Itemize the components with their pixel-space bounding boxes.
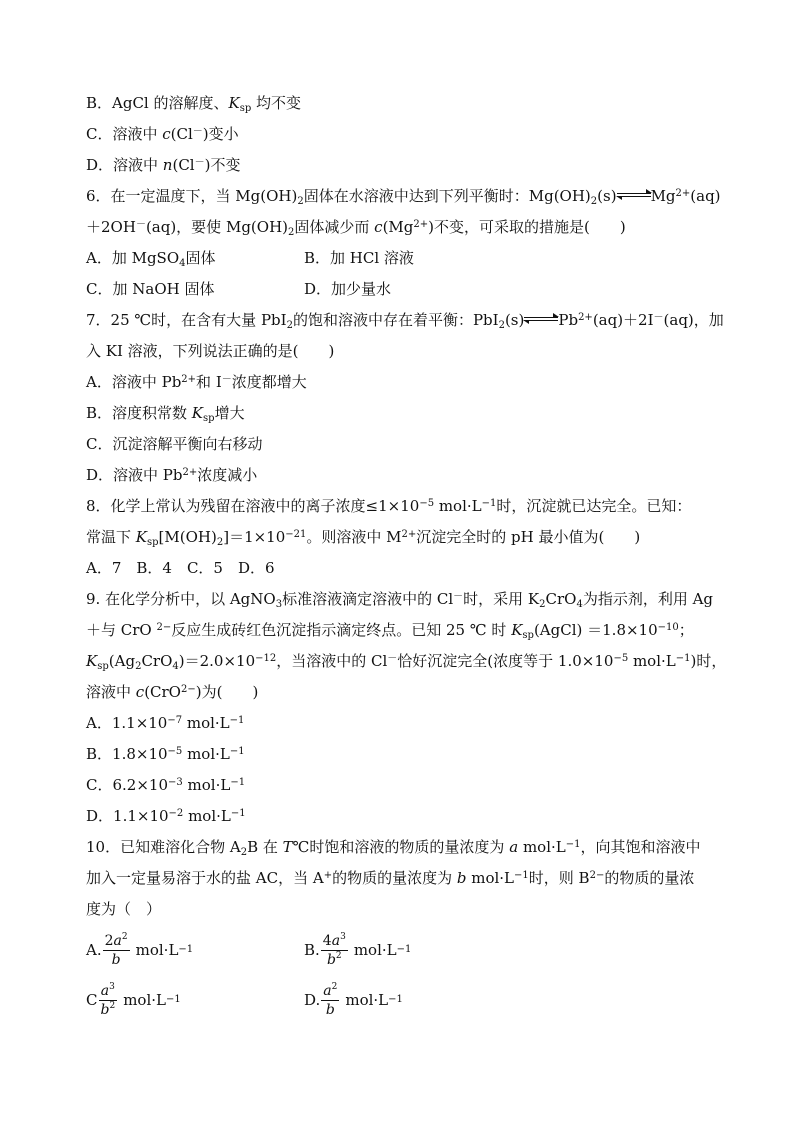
text: [M(OH) [158, 528, 217, 546]
text: 浓度减小 [197, 466, 258, 484]
text: 不变，可采取的措施是( ) [434, 218, 626, 236]
text: (Cl [170, 125, 193, 143]
q10-options-ab [86, 925, 736, 975]
q10-option-b: B. $\frac{4a^3}{b^2}$ mol·L −1 [304, 931, 412, 968]
q6-stem-line1 [86, 181, 736, 212]
q8-stem-line2 [86, 522, 736, 553]
text: 的物质的量浓度为 [332, 869, 457, 887]
ksp-symbol: K [191, 404, 204, 422]
sub: 2 [288, 227, 295, 238]
text: C．溶液中 [86, 125, 163, 143]
q9-option-c [86, 770, 736, 801]
text: (s) [597, 187, 617, 205]
text: ) [428, 218, 434, 236]
sub: 2 [286, 320, 293, 331]
q6-option-c: C．加 NaOH 固体 [86, 280, 215, 298]
text: 溶液中 [86, 683, 136, 701]
q6-option-a [86, 243, 304, 274]
q6-stem-line2: ＋2OH－(aq)，要使 $Mg(OH)_2$固体减少而 $c(Mg^{2+})$不变，可采取的措施是( ) [86, 218, 626, 238]
sub: 3 [275, 599, 283, 610]
var: n [162, 156, 173, 174]
ksp-symbol: K [511, 621, 523, 639]
text: 不变 [210, 156, 241, 174]
text: 时，则 B [528, 869, 590, 887]
sub: sp [203, 413, 215, 424]
q8-options: A．7 B．4 C．5 D．6 [86, 559, 275, 577]
text: A．加 MgSO [86, 249, 180, 267]
sub: 2 [216, 537, 224, 548]
sup: −21 [285, 529, 307, 540]
sup: 3 [340, 931, 346, 942]
text: ； [678, 621, 694, 639]
text: ) [204, 156, 211, 174]
sub: 4 [172, 661, 179, 672]
sup: −5 [613, 653, 629, 664]
numerator: $2a^2$ [104, 931, 128, 949]
sup: −1 [230, 808, 246, 819]
text: (aq) [690, 187, 721, 205]
fraction [98, 982, 117, 1019]
text: 。则溶液中 M [306, 528, 402, 546]
text: (aq)，加 [663, 311, 724, 329]
sup: 3 [109, 981, 115, 992]
sub: 2 [498, 320, 505, 331]
var: a [331, 932, 341, 949]
sub: 2 [240, 847, 248, 858]
text: ，向其饱和溶液中 [580, 838, 701, 856]
q10-stem-line3: 度为（ ） [86, 900, 162, 918]
sup: −10 [657, 622, 679, 633]
text: 增大 [214, 404, 245, 422]
sup: 2+ [578, 312, 593, 323]
sup: −1 [514, 870, 529, 881]
text: ＋2OH [86, 218, 136, 236]
text: D．溶液中 Pb [86, 466, 183, 484]
text: C．6.2×10 [86, 776, 168, 794]
sup: 2 [121, 931, 128, 942]
text: (CrO [144, 683, 181, 701]
text: 均不变 [251, 94, 302, 112]
sup: −1 [230, 777, 246, 788]
text: 恰好沉淀完全(浓度等于 1.0×10 [397, 652, 614, 670]
sup: −5 [419, 498, 435, 509]
text: ) [202, 125, 209, 143]
q5-option-d [86, 150, 736, 181]
var: a [113, 932, 122, 949]
text: ℃时饱和溶液的物质的量浓度为 [292, 838, 510, 856]
text: ＋与 CrO [86, 621, 157, 639]
text: 10．已知难溶化合物 A [86, 838, 241, 856]
var: b [100, 1001, 110, 1018]
text: 7．25 ℃时，在含有大量 PbI [86, 311, 287, 329]
text: Mg [650, 187, 676, 205]
q9-stem-line2 [86, 615, 736, 646]
q6-options-cd [86, 274, 736, 305]
text: 标准溶液滴定溶液中的 Cl [282, 590, 454, 608]
text: mol·L [182, 745, 230, 763]
q7-option-c: C．沉淀溶解平衡向右移动 [86, 435, 263, 453]
sup: － [453, 591, 464, 602]
text: mol·L [123, 991, 166, 1009]
sup: 2 [335, 950, 342, 961]
text: D．1.1×10 [86, 807, 169, 825]
fraction [321, 932, 348, 969]
sup: −5 [167, 746, 183, 757]
sup: － [221, 374, 232, 385]
var: a [323, 982, 332, 999]
text: mol·L [135, 941, 179, 959]
text: 固体减少而 [294, 218, 375, 236]
ksp-symbol: K [86, 652, 98, 670]
q10-stem-line2 [86, 863, 736, 894]
text: (aq)，要使 Mg(OH) [145, 218, 288, 236]
sup: 2+ [401, 529, 417, 540]
sub: 4 [576, 599, 583, 610]
text: mol·L [345, 991, 389, 1009]
q10-stem-line1 [86, 832, 736, 863]
denominator [110, 951, 123, 969]
q6-option-b: B．加 HCl 溶液 [304, 249, 414, 267]
sup: 2+ [675, 188, 691, 199]
q6-option-d: D．加少量水 [304, 280, 392, 298]
sup: － [194, 157, 205, 168]
sup: － [653, 312, 664, 323]
text: A．溶液中 Pb [86, 373, 182, 391]
text: (Ag [108, 652, 136, 670]
sub: 2 [135, 661, 142, 672]
var: a [100, 982, 110, 999]
denominator [98, 1001, 117, 1019]
text: 加入一定量易溶于水的盐 AC，当 A [86, 869, 324, 887]
sup: −1 [481, 498, 497, 509]
fraction [103, 932, 130, 969]
text: 时，沉淀就已达完全。已知： [496, 497, 692, 515]
q9-stem-line1 [86, 584, 736, 615]
exam-page [86, 88, 736, 1025]
var: c [135, 683, 145, 701]
q6-options-ab [86, 243, 736, 274]
text: B 在 [247, 838, 283, 856]
text: (aq)＋2I [592, 311, 654, 329]
q9-option-d [86, 801, 736, 832]
q5-option-c [86, 119, 736, 150]
equilibrium-arrow-icon [617, 190, 651, 200]
text: mol·L [353, 941, 397, 959]
q8-stem-line1 [86, 491, 736, 522]
sub: sp [239, 103, 252, 114]
sub: 2 [590, 196, 598, 207]
var: b [325, 1001, 335, 1018]
sup: −3 [168, 777, 183, 788]
sup: −1 [675, 653, 691, 664]
sup: −1 [229, 715, 245, 726]
text: 的物质的量浓 [604, 869, 695, 887]
text: 变小 [208, 125, 239, 143]
text: 和 I [196, 373, 222, 391]
sub: 4 [179, 258, 186, 269]
fraction [321, 982, 339, 1019]
var: T [282, 838, 293, 856]
text: mol·L [182, 776, 231, 794]
text: mol·L [466, 869, 515, 887]
text: )为( ) [195, 683, 259, 701]
sub: sp [522, 630, 534, 641]
text: A．1.1×10 [86, 714, 168, 732]
text: CrO [141, 652, 173, 670]
q10-option-d: D. $\frac{a^2}{b}$ mol·L −1 [304, 981, 403, 1018]
text: B．AgCl 的溶解度、 [86, 94, 229, 112]
text: mol·L [518, 838, 566, 856]
var: b [456, 869, 467, 887]
q10-option-c: C $\frac{a^3}{b^2}$ mol·L −1 [86, 981, 181, 1018]
text: ]＝1×10 [223, 528, 286, 546]
text: 浓度都增大 [231, 373, 307, 391]
text: Pb [558, 311, 579, 329]
text: 固体 [185, 249, 216, 267]
sup: 2− [156, 622, 172, 633]
q7-option-a [86, 367, 736, 398]
numerator: $4a^3$ [322, 931, 346, 949]
text: 沉淀完全时的 pH 最小值为( ) [416, 528, 641, 546]
var: c [374, 218, 383, 236]
text: 固体在水溶液中达到下列平衡时：Mg(OH) [303, 187, 591, 205]
text: 的饱和溶液中存在着平衡：PbI [292, 311, 499, 329]
sup: － [135, 219, 146, 230]
text: 时，采用 K [463, 590, 540, 608]
q5-option-b [86, 88, 736, 119]
sup: −7 [167, 715, 183, 726]
text: 为指示剂，利用 Ag [582, 590, 714, 608]
text: A. [86, 941, 102, 959]
text: C [86, 991, 98, 1009]
numerator [321, 982, 339, 1001]
q10-option-a: A. $\frac{2a^2}{b}$ mol·L −1 [86, 931, 194, 968]
sup: 2 [109, 1000, 116, 1011]
text: B. [304, 941, 320, 959]
text: 常温下 [86, 528, 136, 546]
text: (Cl [172, 156, 195, 174]
text: D．溶液中 [86, 156, 163, 174]
sup: −2 [168, 808, 184, 819]
text: mol·L [434, 497, 482, 515]
sub: 2 [297, 196, 304, 207]
sup: － [192, 126, 203, 137]
text: D. [304, 991, 321, 1009]
numerator [99, 982, 117, 1001]
q7-stem-line1 [86, 305, 736, 336]
q9-option-b [86, 739, 736, 770]
sup: 2+ [413, 219, 429, 230]
text: B．溶度积常数 [86, 404, 192, 422]
sup: −1 [565, 839, 581, 850]
sup: 2− [589, 870, 605, 881]
text: 反应生成砖红色沉淀指示滴定终点。已知 25 ℃ 时 [171, 621, 512, 639]
text: )＝2.0×10 [178, 652, 256, 670]
q7-option-b [86, 398, 736, 429]
text: mol·L [628, 652, 676, 670]
text: B．1.8×10 [86, 745, 168, 763]
sup: −1 [229, 746, 245, 757]
text: (s) [504, 311, 525, 329]
text: )时， [690, 652, 727, 670]
sup: 2+ [182, 467, 198, 478]
q9-stem-line4 [86, 677, 736, 708]
text: ，当溶液中的 Cl [276, 652, 388, 670]
var: a [509, 838, 519, 856]
sup: 2− [180, 684, 196, 695]
q7-option-d [86, 460, 736, 491]
ksp-symbol: K [228, 94, 240, 112]
sup: － [387, 653, 398, 664]
denominator [324, 1001, 337, 1019]
sup: 2+ [181, 374, 197, 385]
text: 9. 在化学分析中，以 AgNO [86, 590, 276, 608]
text: 6．在一定温度下，当 Mg(OH) [86, 187, 298, 205]
q9-option-a [86, 708, 736, 739]
sub: sp [97, 661, 109, 672]
ksp-symbol: K [135, 528, 147, 546]
sub: sp [147, 537, 159, 548]
denominator [325, 951, 344, 969]
q10-options-cd [86, 975, 736, 1025]
text: CrO [545, 590, 577, 608]
text: (AgCl) ＝1.8×10 [533, 621, 658, 639]
var: c [162, 125, 171, 143]
q9-stem-line3 [86, 646, 736, 677]
equilibrium-arrow-icon [524, 314, 558, 324]
sup: 2 [331, 981, 338, 992]
var: b [111, 951, 121, 968]
text: 8．化学上常认为残留在溶液中的离子浓度≤1×10 [86, 497, 420, 515]
sub: 2 [539, 599, 546, 610]
sup: −12 [255, 653, 277, 664]
sup: + [323, 870, 333, 881]
q7-stem-line2: 入 KI 溶液，下列说法正确的是( ) [86, 342, 335, 360]
text: mol·L [182, 714, 230, 732]
var: b [326, 951, 336, 968]
text: mol·L [183, 807, 231, 825]
